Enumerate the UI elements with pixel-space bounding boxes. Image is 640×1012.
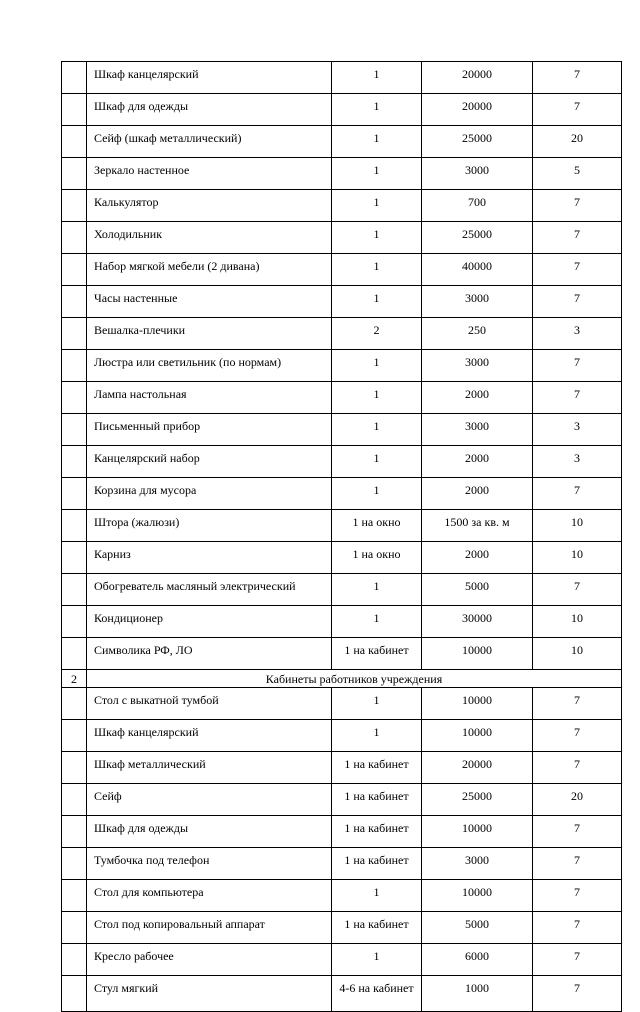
price-cell: 2000 [422, 542, 533, 574]
item-name-cell: Вешалка-плечики [87, 318, 332, 350]
price-cell: 20000 [422, 62, 533, 94]
table-row [62, 688, 622, 720]
table-row [62, 254, 622, 286]
price-cell: 250 [422, 318, 533, 350]
table-row [62, 944, 622, 976]
item-name-cell: Лампа настольная [87, 382, 332, 414]
table-row [62, 638, 622, 670]
service-life-cell: 7 [533, 222, 622, 254]
row-number-cell [62, 222, 87, 254]
service-life-cell: 3 [533, 318, 622, 350]
section-number-cell: 2 [62, 670, 87, 688]
service-life-cell: 7 [533, 912, 622, 944]
price-cell: 25000 [422, 784, 533, 816]
price-cell: 10000 [422, 638, 533, 670]
section-header-row [62, 670, 622, 688]
table-row [62, 318, 622, 350]
row-number-cell [62, 318, 87, 350]
service-life-cell: 20 [533, 784, 622, 816]
item-name-cell: Символика РФ, ЛО [87, 638, 332, 670]
item-name-cell: Стол для компьютера [87, 880, 332, 912]
item-name-cell: Стол с выкатной тумбой [87, 688, 332, 720]
item-name-cell: Люстра или светильник (по нормам) [87, 350, 332, 382]
item-name-cell: Холодильник [87, 222, 332, 254]
service-life-cell: 7 [533, 574, 622, 606]
quantity-cell: 1 на кабинет [332, 912, 422, 944]
item-name-cell: Шкаф для одежды [87, 94, 332, 126]
row-number-cell [62, 414, 87, 446]
item-name-cell: Кресло рабочее [87, 944, 332, 976]
quantity-cell: 1 на кабинет [332, 784, 422, 816]
table-row [62, 510, 622, 542]
price-cell: 10000 [422, 880, 533, 912]
price-cell: 2000 [422, 478, 533, 510]
quantity-cell: 1 [332, 190, 422, 222]
service-life-cell: 5 [533, 158, 622, 190]
table-row [62, 880, 622, 912]
price-cell: 3000 [422, 848, 533, 880]
quantity-cell: 1 [332, 158, 422, 190]
price-cell: 10000 [422, 816, 533, 848]
service-life-cell: 7 [533, 190, 622, 222]
quantity-cell: 1 [332, 880, 422, 912]
quantity-cell: 1 [332, 382, 422, 414]
table-row [62, 62, 622, 94]
item-name-cell: Обогреватель масляный электрический [87, 574, 332, 606]
price-cell: 6000 [422, 944, 533, 976]
row-number-cell [62, 606, 87, 638]
service-life-cell: 7 [533, 944, 622, 976]
table-row [62, 190, 622, 222]
price-cell: 10000 [422, 720, 533, 752]
inventory-table [61, 61, 622, 1012]
row-number-cell [62, 752, 87, 784]
row-number-cell [62, 976, 87, 1012]
price-cell: 5000 [422, 912, 533, 944]
price-cell: 20000 [422, 752, 533, 784]
service-life-cell: 10 [533, 542, 622, 574]
item-name-cell: Шкаф для одежды [87, 816, 332, 848]
quantity-cell: 1 [332, 286, 422, 318]
table-row [62, 222, 622, 254]
row-number-cell [62, 382, 87, 414]
row-number-cell [62, 542, 87, 574]
section-title-cell: Кабинеты работников учреждения [87, 670, 622, 688]
price-cell: 10000 [422, 688, 533, 720]
item-name-cell: Штора (жалюзи) [87, 510, 332, 542]
item-name-cell: Шкаф металлический [87, 752, 332, 784]
row-number-cell [62, 848, 87, 880]
price-cell: 3000 [422, 158, 533, 190]
quantity-cell: 1 [332, 126, 422, 158]
row-number-cell [62, 638, 87, 670]
table-row [62, 478, 622, 510]
quantity-cell: 4-6 на кабинет [332, 976, 422, 1012]
item-name-cell: Кондиционер [87, 606, 332, 638]
table-row [62, 912, 622, 944]
quantity-cell: 1 [332, 478, 422, 510]
service-life-cell: 3 [533, 414, 622, 446]
table-row [62, 446, 622, 478]
quantity-cell: 1 [332, 688, 422, 720]
quantity-cell: 1 [332, 222, 422, 254]
table-row [62, 286, 622, 318]
row-number-cell [62, 158, 87, 190]
table-row [62, 752, 622, 784]
service-life-cell: 7 [533, 478, 622, 510]
service-life-cell: 3 [533, 446, 622, 478]
item-name-cell: Шкаф канцелярский [87, 62, 332, 94]
price-cell: 1500 за кв. м [422, 510, 533, 542]
row-number-cell [62, 350, 87, 382]
quantity-cell: 1 [332, 62, 422, 94]
row-number-cell [62, 254, 87, 286]
service-life-cell: 10 [533, 510, 622, 542]
price-cell: 25000 [422, 126, 533, 158]
quantity-cell: 2 [332, 318, 422, 350]
table-row [62, 542, 622, 574]
service-life-cell: 7 [533, 62, 622, 94]
item-name-cell: Корзина для мусора [87, 478, 332, 510]
price-cell: 3000 [422, 350, 533, 382]
price-cell: 25000 [422, 222, 533, 254]
quantity-cell: 1 на окно [332, 510, 422, 542]
table-row [62, 574, 622, 606]
row-number-cell [62, 94, 87, 126]
row-number-cell [62, 880, 87, 912]
price-cell: 3000 [422, 286, 533, 318]
service-life-cell: 7 [533, 880, 622, 912]
service-life-cell: 7 [533, 848, 622, 880]
row-number-cell [62, 510, 87, 542]
item-name-cell: Сейф (шкаф металлический) [87, 126, 332, 158]
service-life-cell: 7 [533, 382, 622, 414]
quantity-cell: 1 [332, 414, 422, 446]
service-life-cell: 7 [533, 720, 622, 752]
service-life-cell: 10 [533, 638, 622, 670]
price-cell: 2000 [422, 446, 533, 478]
row-number-cell [62, 688, 87, 720]
item-name-cell: Стул мягкий [87, 976, 332, 1012]
row-number-cell [62, 574, 87, 606]
item-name-cell: Стол под копировальный аппарат [87, 912, 332, 944]
row-number-cell [62, 126, 87, 158]
table-row [62, 720, 622, 752]
service-life-cell: 7 [533, 752, 622, 784]
inventory-table-body [62, 62, 622, 1012]
quantity-cell: 1 [332, 254, 422, 286]
table-row [62, 606, 622, 638]
quantity-cell: 1 на окно [332, 542, 422, 574]
table-row [62, 816, 622, 848]
table-row [62, 126, 622, 158]
service-life-cell: 10 [533, 606, 622, 638]
price-cell: 1000 [422, 976, 533, 1012]
table-row [62, 158, 622, 190]
quantity-cell: 1 [332, 446, 422, 478]
row-number-cell [62, 720, 87, 752]
item-name-cell: Шкаф канцелярский [87, 720, 332, 752]
service-life-cell: 7 [533, 286, 622, 318]
service-life-cell: 20 [533, 126, 622, 158]
row-number-cell [62, 912, 87, 944]
quantity-cell: 1 [332, 944, 422, 976]
item-name-cell: Сейф [87, 784, 332, 816]
table-row [62, 382, 622, 414]
quantity-cell: 1 на кабинет [332, 816, 422, 848]
service-life-cell: 7 [533, 976, 622, 1012]
item-name-cell: Зеркало настенное [87, 158, 332, 190]
service-life-cell: 7 [533, 688, 622, 720]
table-row [62, 976, 622, 1012]
table-row [62, 784, 622, 816]
quantity-cell: 1 [332, 94, 422, 126]
table-row [62, 94, 622, 126]
table-row [62, 414, 622, 446]
quantity-cell: 1 на кабинет [332, 752, 422, 784]
quantity-cell: 1 [332, 720, 422, 752]
row-number-cell [62, 816, 87, 848]
price-cell: 5000 [422, 574, 533, 606]
row-number-cell [62, 446, 87, 478]
quantity-cell: 1 [332, 606, 422, 638]
quantity-cell: 1 на кабинет [332, 638, 422, 670]
price-cell: 700 [422, 190, 533, 222]
table-row [62, 848, 622, 880]
price-cell: 40000 [422, 254, 533, 286]
price-cell: 2000 [422, 382, 533, 414]
price-cell: 20000 [422, 94, 533, 126]
table-row [62, 350, 622, 382]
price-cell: 3000 [422, 414, 533, 446]
item-name-cell: Набор мягкой мебели (2 дивана) [87, 254, 332, 286]
quantity-cell: 1 на кабинет [332, 848, 422, 880]
price-cell: 30000 [422, 606, 533, 638]
row-number-cell [62, 944, 87, 976]
service-life-cell: 7 [533, 816, 622, 848]
item-name-cell: Калькулятор [87, 190, 332, 222]
item-name-cell: Канцелярский набор [87, 446, 332, 478]
item-name-cell: Тумбочка под телефон [87, 848, 332, 880]
service-life-cell: 7 [533, 94, 622, 126]
row-number-cell [62, 478, 87, 510]
row-number-cell [62, 190, 87, 222]
quantity-cell: 1 [332, 350, 422, 382]
row-number-cell [62, 784, 87, 816]
service-life-cell: 7 [533, 350, 622, 382]
quantity-cell: 1 [332, 574, 422, 606]
item-name-cell: Карниз [87, 542, 332, 574]
row-number-cell [62, 286, 87, 318]
item-name-cell: Часы настенные [87, 286, 332, 318]
row-number-cell [62, 62, 87, 94]
item-name-cell: Письменный прибор [87, 414, 332, 446]
service-life-cell: 7 [533, 254, 622, 286]
